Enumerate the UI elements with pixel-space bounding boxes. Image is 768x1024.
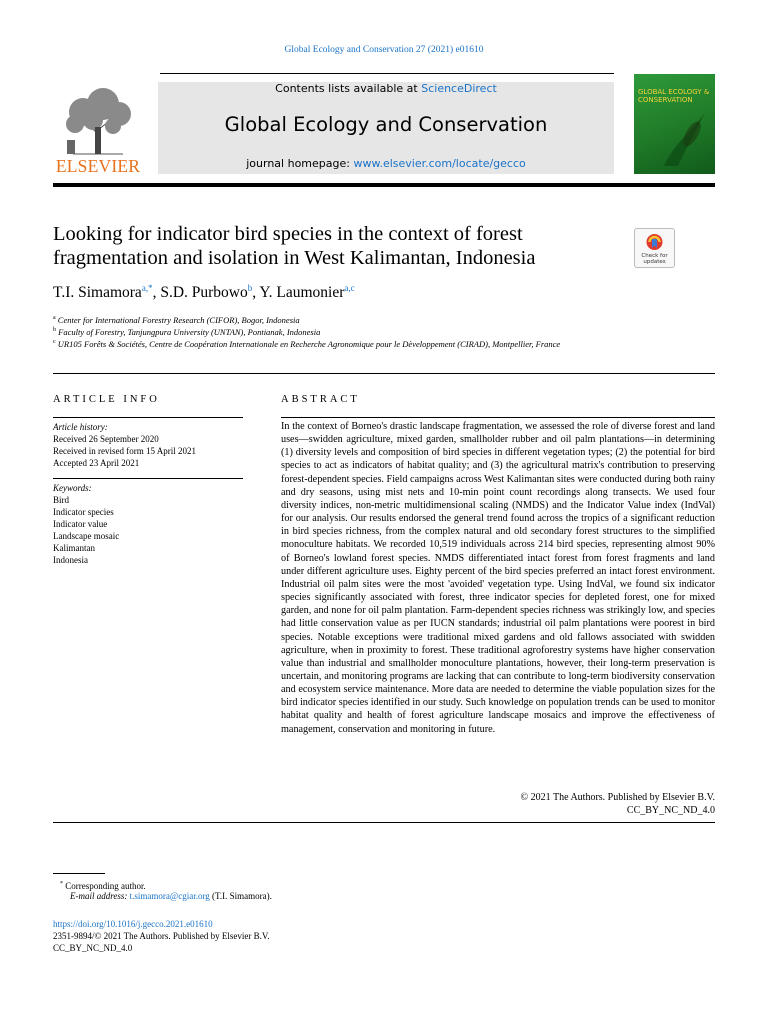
doi-link[interactable]: https://doi.org/10.1016/j.gecco.2021.e01610: [53, 919, 213, 929]
check-for-updates-label: Check for updates: [641, 253, 668, 265]
elsevier-wordmark: ELSEVIER: [55, 156, 141, 176]
affiliation-c-text: UR105 Forêts & Sociétés, Centre de Coopération Internationale en Recherche Agronomique pour le Dèveloppement (CIRAD), Montpellier, France: [57, 338, 561, 349]
article-title: Looking for indicator bird species in the context of forest fragmentation and isolation in West Kalimantan, Indonesia: [53, 223, 536, 269]
abstract-copyright: [281, 791, 715, 817]
author-3-sup[interactable]: a,c: [344, 283, 355, 293]
author-1: T.I. Simamora: [53, 284, 142, 302]
keywords-label: Keywords:: [53, 483, 92, 493]
footnote-rule: [53, 873, 105, 874]
sciencedirect-link[interactable]: ScienceDirect: [421, 82, 497, 95]
author-1-sup[interactable]: a,*: [141, 283, 153, 293]
keyword-item: Bird: [53, 495, 70, 505]
cover-title: GLOBAL ECOLOGY & CONSERVATION: [638, 88, 710, 104]
affiliation-a-text: Center for International Forestry Research (CIFOR), Bogor, Indonesia: [57, 314, 300, 325]
email-label: E-mail address:: [70, 891, 128, 901]
footer-license: CC_BY_NC_ND_4.0: [53, 943, 133, 953]
section-rule-top: [53, 373, 715, 374]
corresponding-mark: *: [60, 881, 63, 887]
email-suffix: (T.I. Simamora).: [209, 891, 272, 901]
license-line: CC_BY_NC_ND_4.0: [626, 805, 715, 816]
keyword-item: Indicator species: [53, 507, 114, 517]
author-2-sup[interactable]: b: [247, 283, 253, 293]
history-revised: Received in revised form 15 April 2021: [53, 446, 196, 456]
affiliation-b: [53, 325, 653, 338]
affiliation-a: [53, 313, 653, 326]
abstract-heading: ABSTRACT: [281, 394, 360, 405]
affiliation-b-mark: b: [53, 327, 56, 333]
email-link[interactable]: t.simamora@cgiar.org: [129, 891, 210, 901]
history-received: Received 26 September 2020: [53, 434, 159, 444]
issn-line: 2351-9894/© 2021 The Authors. Published by Elsevier B.V.: [53, 931, 270, 941]
author-list: [53, 283, 355, 302]
author-3: , Y. Laumonier: [252, 284, 345, 302]
affiliation-a-mark: a: [53, 315, 56, 321]
article-info-heading: ARTICLE INFO: [53, 394, 160, 405]
header-top-rule: [160, 73, 614, 74]
history-accepted: Accepted 23 April 2021: [53, 458, 140, 468]
corresponding-text: Corresponding author.: [65, 881, 146, 891]
header-thick-rule: [53, 183, 715, 187]
abstract-rule: [281, 417, 715, 418]
contents-prefix: Contents lists available at: [275, 82, 422, 95]
contents-line: [158, 82, 614, 95]
abstract-text: In the context of Borneo's drastic landscape fragmentation, we assessed the role of diverse forest and land uses—swidden agriculture, mixed garden, smallholder rubber and oil palm plantations—in determining (1) diversity levels and composition of bird species in different vegetation types; (2) the potential for bird species to act as indicators of habitat quality; and (3) the agricultural matrix's contribution to preserving forest-dependent species. Field campaigns across West Kalimantan sites were conducted during both rainy and dry seasons, using mist nets and 10-min point count recordings along transects. We used four diversity indices, non-metric multidimensional scaling (NMDS) and the Indicator Value index (IndVal) for our analysis. Our results endorsed the general trend found across the tropics of a significant reduction in bird species richness, from the complex natural and old secondary forest structures to the simplified monoculture habitats. We recorded 10,519 individuals across 214 bird species, representing almost 90% of Borneo's lowland forest species. NMDS differentiated intact forest from forest fragments and land under different agriculture uses. Eighty percent of the bird species preferred an intact forest environment. Industrial oil palm sites were the most 'avoided' vegetation type. Using IndVal, we found six indicator species significantly associated with forest, three indicator species for depleted forest, one for mixed garden, and none for oil palm plantation. Farm-dependent species richness was strikingly low, and species had little conservation value as per IUCN standards; industrial oil palm plantations were poorest in bird species. Notable exceptions were traditional mixed gardens and old fallows associated with swidden agriculture, when in proximity to forest. These traditional agroforestry systems have higher conservation value than industrial and smallholder monoculture plantations, however, their long-term preservation is uncertain, and monitoring programs are lacking that can contribute to long-term biodiversity conservation and ecosystem service maintenance. More data are needed to determine the viable population sizes for the bird indicator species identified in our study. Such knowledge on population trends can be used to monitor habitat quality and health of forest agriculture landscape mosaics and improve the effectiveness of management, conservation and monitoring in future.: [281, 421, 715, 735]
affiliation-b-text: Faculty of Forestry, Tanjungpura University (UNTAN), Pontianak, Indonesia: [58, 326, 321, 337]
homepage-prefix: journal homepage:: [246, 157, 354, 170]
section-rule-bottom: [53, 822, 715, 823]
check-for-updates-badge[interactable]: [634, 228, 675, 268]
author-2: , S.D. Purbowo: [152, 284, 248, 302]
journal-title: Global Ecology and Conservation: [224, 113, 548, 136]
email-note: [70, 890, 272, 902]
keyword-item: Indonesia: [53, 555, 88, 565]
history-label: Article history:: [53, 422, 108, 432]
homepage-link[interactable]: www.elsevier.com/locate/gecco: [353, 157, 526, 170]
copyright-line: © 2021 The Authors. Published by Elsevier B.V.: [520, 792, 715, 803]
affiliation-c-mark: c: [53, 339, 56, 345]
journal-citation: Global Ecology and Conservation 27 (2021) e01610: [284, 45, 484, 55]
keywords-rule: [53, 478, 243, 479]
article-info-rule: [53, 417, 243, 418]
keyword-item: Kalimantan: [53, 543, 95, 553]
affiliation-c: [53, 337, 613, 350]
keyword-item: Landscape mosaic: [53, 531, 120, 541]
homepage-line: [158, 157, 614, 170]
keyword-item: Indicator value: [53, 519, 108, 529]
